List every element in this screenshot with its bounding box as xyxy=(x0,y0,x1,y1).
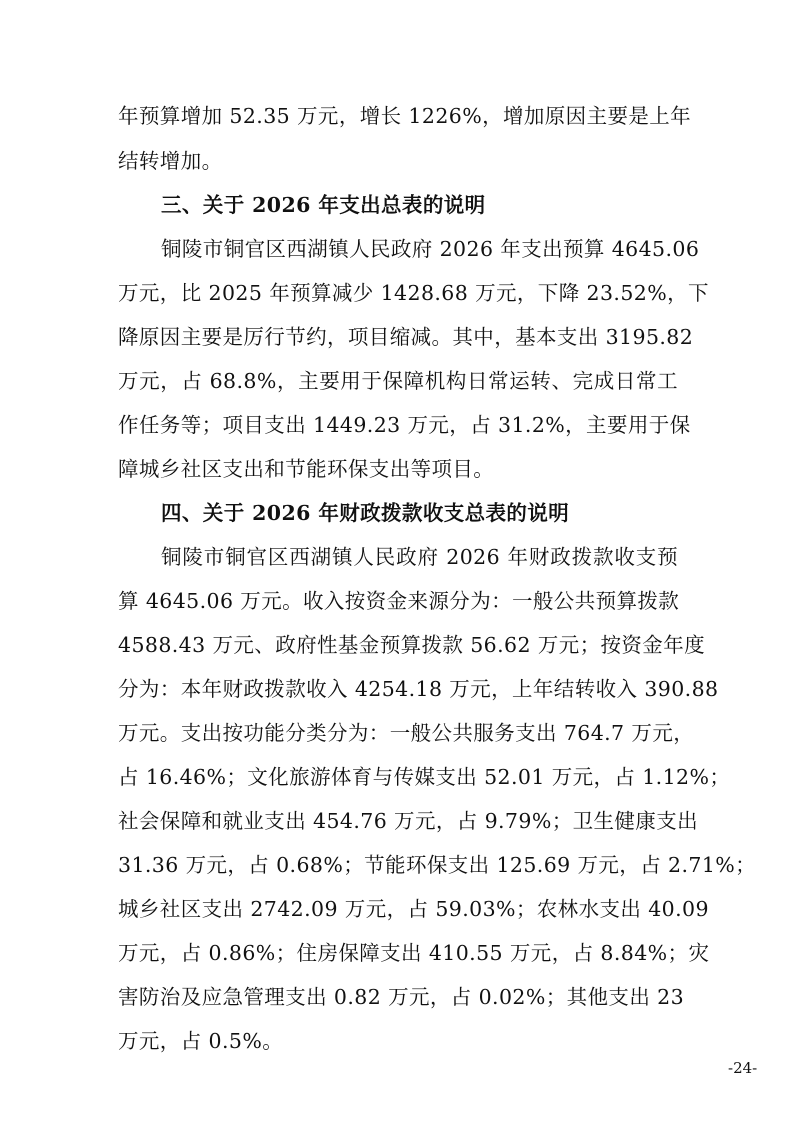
paragraph-line: 降原因主要是厉行节约，项目缩减。其中，基本支出 3195.82 xyxy=(118,325,694,349)
paragraph-line: 障城乡社区支出和节能环保支出等项目。 xyxy=(118,457,495,481)
paragraph-line: 社会保障和就业支出 454.76 万元，占 9.79%；卫生健康支出 xyxy=(118,809,699,833)
paragraph-line: 万元，占 0.5%。 xyxy=(118,1029,284,1053)
paragraph-line: 结转增加。 xyxy=(118,149,223,173)
paragraph-line: 万元，占 68.8%，主要用于保障机构日常运转、完成日常工 xyxy=(118,369,678,393)
paragraph-line: 作任务等；项目支出 1449.23 万元，占 31.2%，主要用于保 xyxy=(118,413,691,437)
paragraph-line: 万元，比 2025 年预算减少 1428.68 万元，下降 23.52%，下 xyxy=(118,281,709,305)
paragraph-line: 铜陵市铜官区西湖镇人民政府 2026 年支出预算 4645.06 xyxy=(161,237,700,261)
paragraph-line: 4588.43 万元、政府性基金预算拨款 56.62 万元；按资金年度 xyxy=(118,633,706,657)
paragraph-line: 31.36 万元，占 0.68%；节能环保支出 125.69 万元，占 2.71%； xyxy=(118,853,757,877)
paragraph-line: 年预算增加 52.35 万元，增长 1226%，增加原因主要是上年 xyxy=(118,104,692,128)
section-heading-3: 三、关于 2026 年支出总表的说明 xyxy=(161,193,486,217)
paragraph-line: 害防治及应急管理支出 0.82 万元，占 0.02%；其他支出 23 xyxy=(118,985,685,1009)
paragraph-line: 城乡社区支出 2742.09 万元，占 59.03%；农林水支出 40.09 xyxy=(118,897,709,921)
page-number: -24- xyxy=(728,1059,758,1077)
paragraph-line: 万元，占 0.86%；住房保障支出 410.55 万元，占 8.84%；灾 xyxy=(118,941,710,965)
paragraph-line: 铜陵市铜官区西湖镇人民政府 2026 年财政拨款收支预 xyxy=(161,545,678,569)
paragraph-line: 万元。支出按功能分类分为：一般公共服务支出 764.7 万元， xyxy=(118,721,695,745)
paragraph-line: 占 16.46%；文化旅游体育与传媒支出 52.01 万元，占 1.12%； xyxy=(118,765,731,789)
paragraph-line: 算 4645.06 万元。收入按资金来源分为：一般公共预算拨款 xyxy=(118,589,680,613)
section-heading-4: 四、关于 2026 年财政拨款收支总表的说明 xyxy=(161,501,570,525)
paragraph-line: 分为：本年财政拨款收入 4254.18 万元，上年结转收入 390.88 xyxy=(118,677,719,701)
